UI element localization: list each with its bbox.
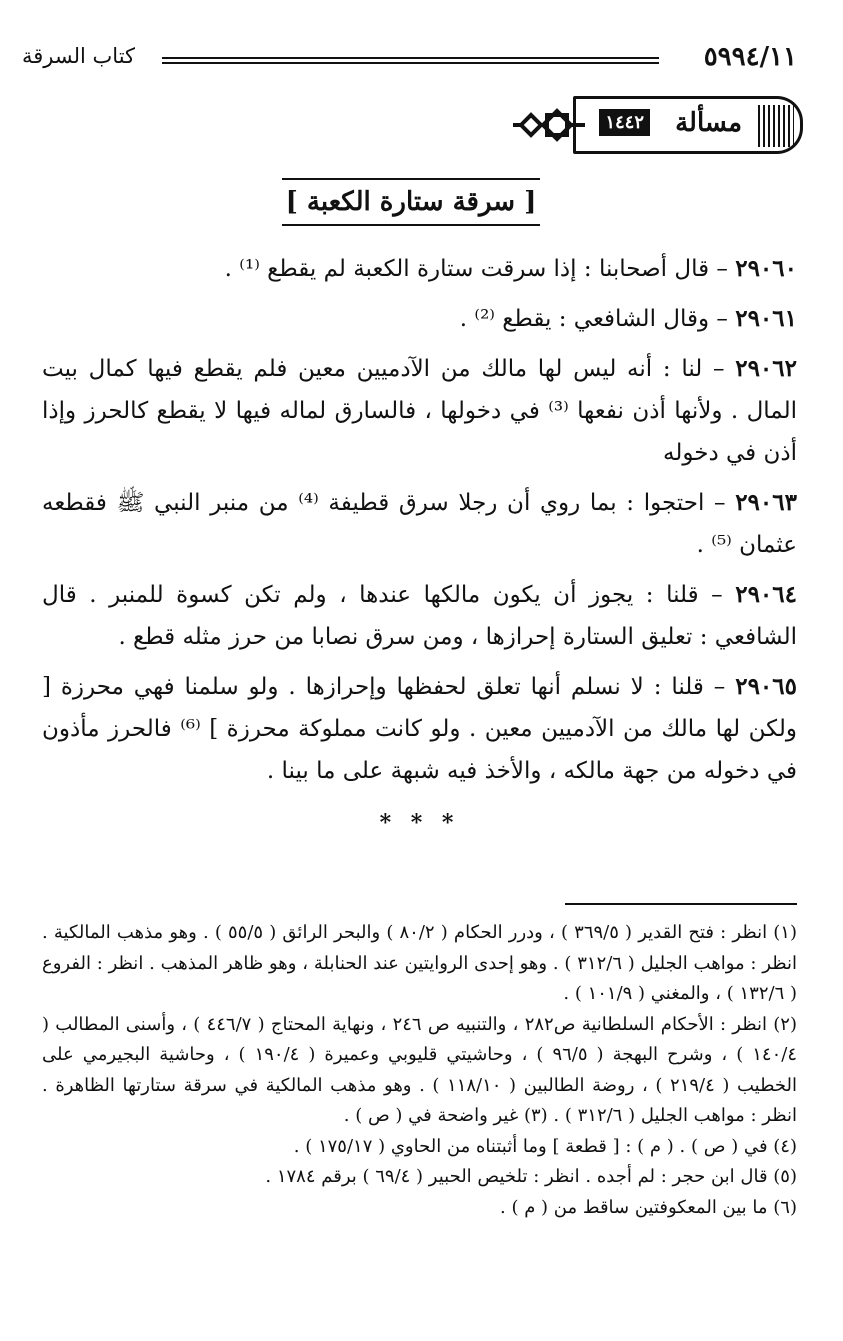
paragraph-number: ٢٩٠٦٠ [735, 255, 797, 282]
paragraph-text: – قال أصحابنا : إذا سرقت ستارة الكعبة لم يقطع ⁽¹⁾ . [224, 256, 736, 282]
section-title: [ سرقة ستارة الكعبة ] [282, 178, 540, 226]
footnote: (٤) في ( ص ) . ( م ) : [ قطعة ] وما أثبتناه من الحاوي ( ١٧٥/١٧ ) . [293, 1135, 797, 1157]
page-number: ٥٩٩٤/١١ [703, 42, 797, 72]
running-header [22, 42, 797, 78]
paragraph [42, 248, 797, 290]
ornament-icon [513, 98, 587, 152]
paragraph-number: ٢٩٠٦٤ [735, 581, 797, 608]
footnote: (٢) انظر : الأحكام السلطانية ص٢٨٢ ، والتنبيه ص ٢٤٦ ، ونهاية المحتاج ( ٤٤٦/٧ ) ، وأسنى المطالب ( ١٤٠/٤ ) ، وشرح البهجة ( ٩٦/٥ ) ، وحاشيتي قليوبي وعميرة ( ١٩٠/٤ ) ، وحاشية البجيرمي على الخطيب ( ٢١٩/٤ ) ، روضة الطالبين ( ١١٨/١٠ ) . وهو مذهب المالكية في سرقة ستارتها الظاهرة . انظر : مواهب الجليل ( ٣١٢/٦ ) . (٣) غير واضحة في ( ص ) . [42, 1013, 797, 1126]
paragraph-number: ٢٩٠٦١ [735, 305, 797, 332]
paragraph-text: – قلنا : يجوز أن يكون مالكها عندها ، ولم تكن كسوة للمنبر . قال الشافعي : تعليق الستارة إحرازها ، ومن سرق نصابا من حرز مثله قطع . [42, 582, 797, 650]
paragraph [42, 574, 797, 658]
section-separator: * * * [379, 810, 460, 836]
book-title: كتاب السرقة [22, 44, 136, 68]
paragraph-number: ٢٩٠٦٥ [735, 673, 797, 700]
paragraph-number: ٢٩٠٦٣ [735, 489, 797, 516]
footnotes [42, 918, 797, 1223]
paragraph-text: – وقال الشافعي : يقطع ⁽²⁾ . [459, 306, 736, 332]
main-text [42, 248, 797, 844]
paragraph [42, 298, 797, 340]
paragraph [42, 666, 797, 792]
issue-number: ١٤٤٢ [599, 109, 650, 136]
issue-banner [513, 96, 803, 154]
banner-stripes [758, 105, 794, 147]
paragraph [42, 482, 797, 566]
banner-frame [573, 96, 803, 154]
paragraph-text: – قلنا : لا نسلم أنها تعلق لحفظها وإحرازها . ولو سلمنا فهي محرزة [ ولكن لها مالك من الآدميين معين . ولو كانت مملوكة محرزة ] ⁽⁶⁾ فالحرز مأذون في دخوله من جهة مالكه ، والأخذ فيه شبهة على ما بينا . [42, 674, 797, 784]
footnote: (١) انظر : فتح القدير ( ٣٦٩/٥ ) ، ودرر الحكام ( ٨٠/٢ ) والبحر الرائق ( ٥٥/٥ ) . وهو مذهب المالكية . انظر : مواهب الجليل ( ٣١٢/٦ ) . وهو إحدى الروايتين عند الحنابلة ، وهو ظاهر المذهب . انظر : الفروع ( ١٣٢/٦ ) ، والمغني ( ١٠١/٩ ) . [42, 922, 798, 1004]
footnote: (٥) قال ابن حجر : لم أجده . انظر : تلخيص الحبير ( ٦٩/٤ ) برقم ١٧٨٤ . [265, 1166, 797, 1187]
banner-label: مسألة [675, 108, 742, 138]
paragraph-text: – لنا : أنه ليس لها مالك من الآدميين معين فلم يقطع فيها كمال بيت المال . ولأنها أذن نفعها ⁽³⁾ في دخولها ، فالسارق لماله فيها لا يقطع كالحرز وإذا أذن في دخوله [42, 356, 797, 466]
paragraph-number: ٢٩٠٦٢ [735, 355, 797, 382]
footnote-rule [565, 903, 797, 905]
header-rule [162, 57, 659, 64]
footnote: (٦) ما بين المعكوفتين ساقط من ( م ) . [500, 1196, 797, 1218]
paragraph-text: – احتجوا : بما روي أن رجلا سرق قطيفة ⁽⁴⁾ من منبر النبي ﷺ فقطعه عثمان ⁽⁵⁾ . [42, 490, 797, 558]
paragraph [42, 348, 797, 474]
